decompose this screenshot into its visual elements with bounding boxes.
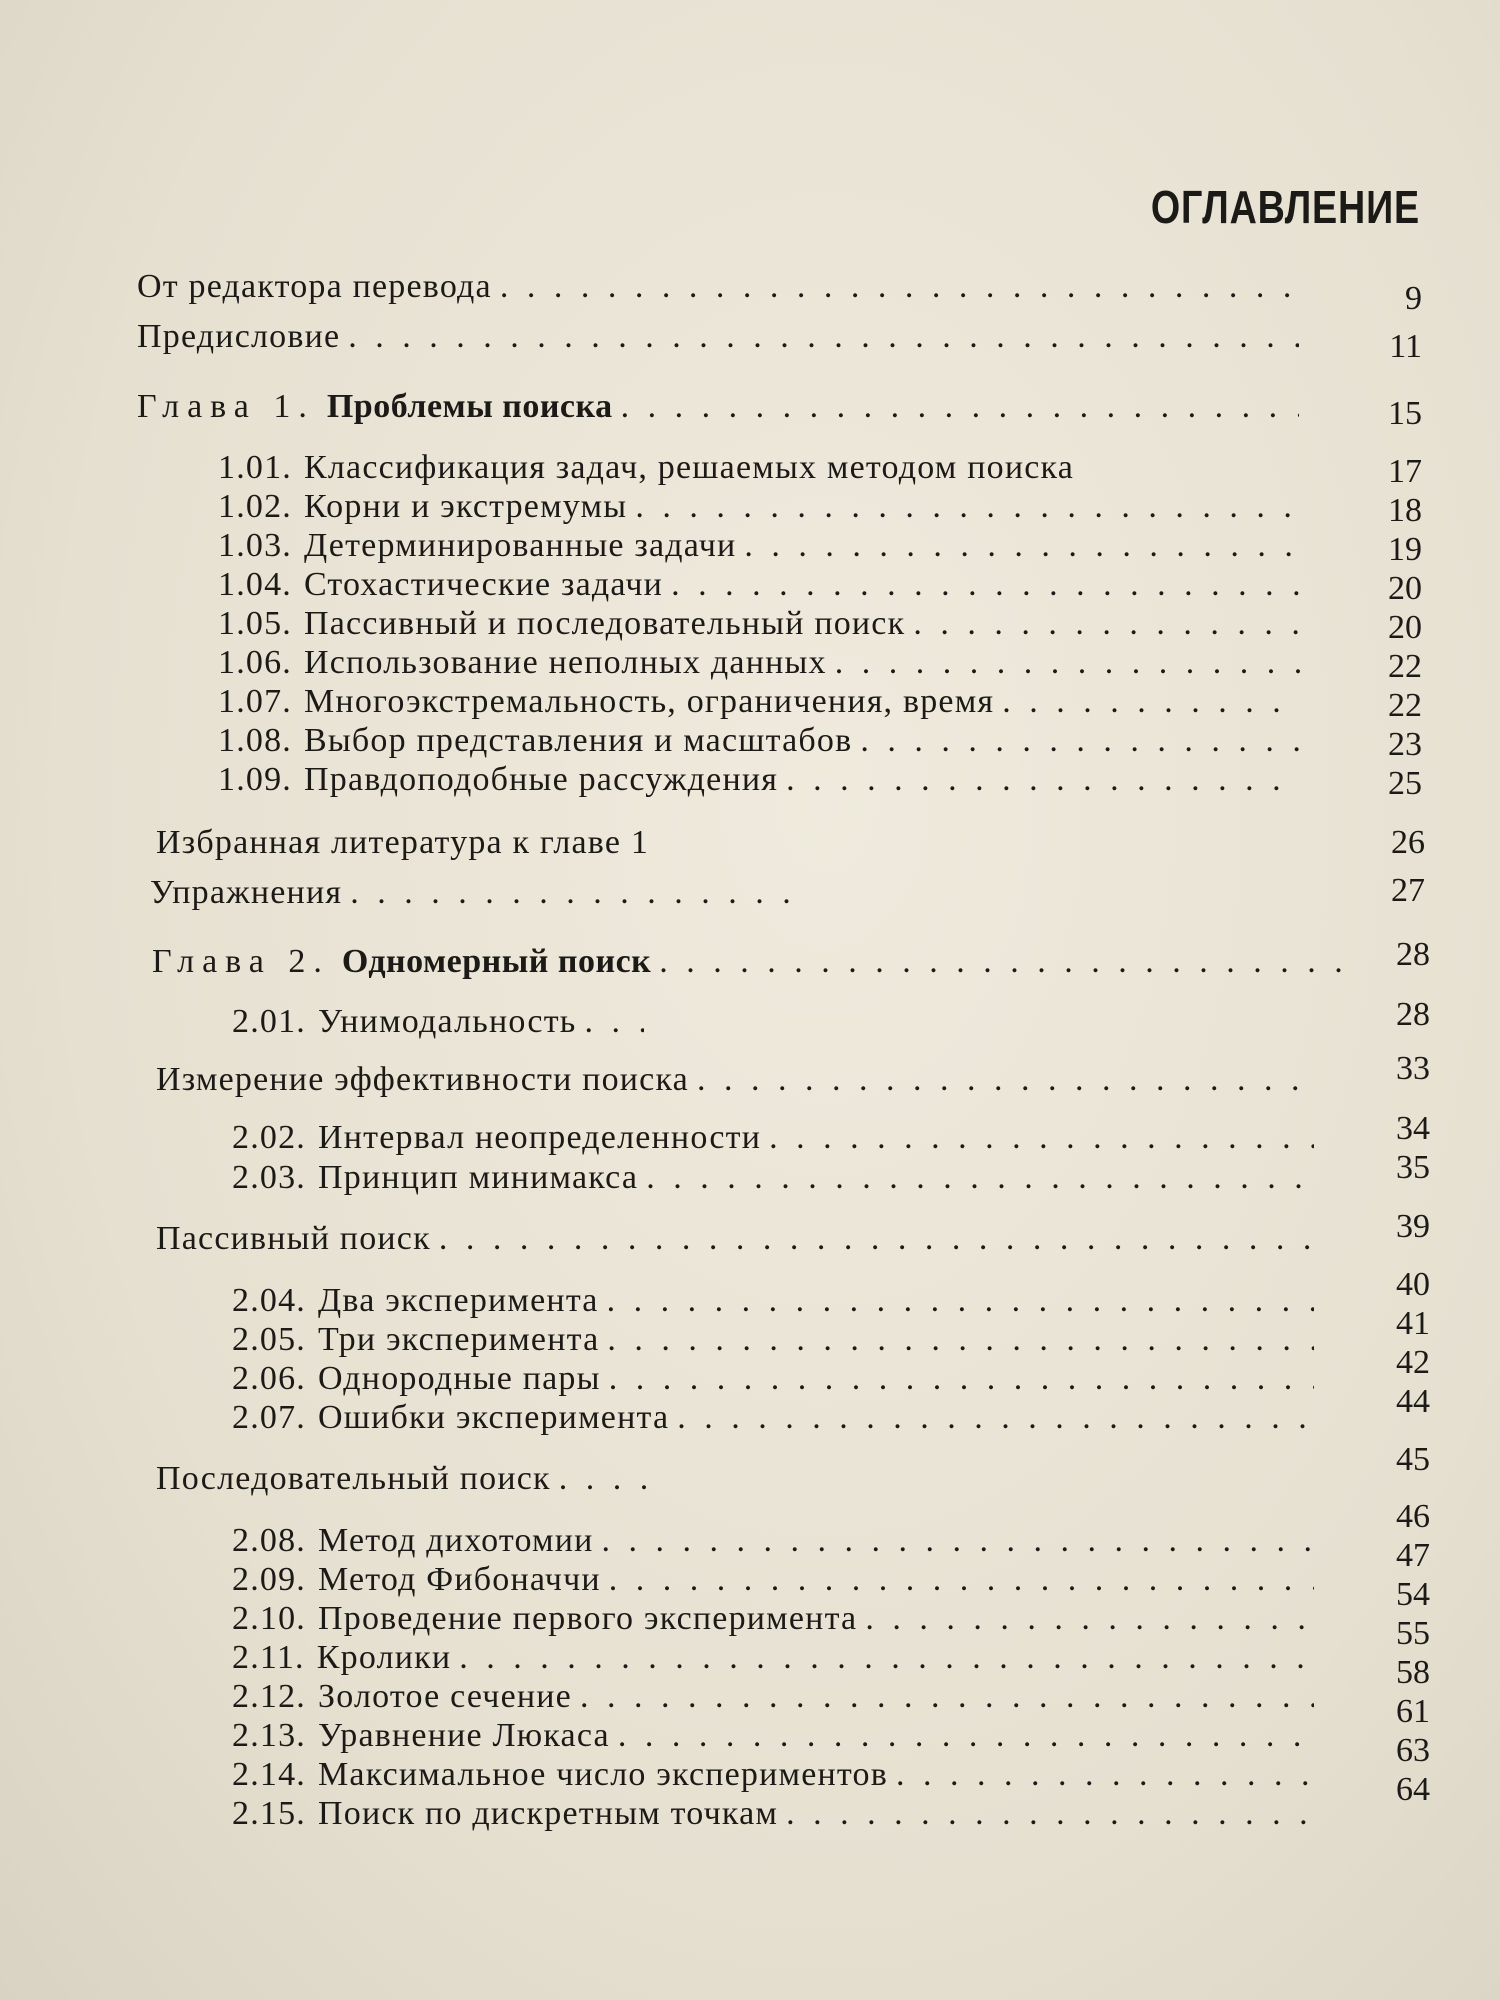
toc-page-number: 26 xyxy=(1391,824,1425,861)
toc-page-number: 40 xyxy=(1396,1266,1430,1303)
toc-section[interactable]: 1.01. Классификация задач, решаемых методом поиска xyxy=(218,449,1075,486)
toc-section[interactable]: 2.06. Однородные пары . . . xyxy=(232,1362,1322,1396)
toc-page-number: 45 xyxy=(1396,1441,1430,1478)
toc-page-number: 41 xyxy=(1396,1305,1430,1342)
toc-page-number: 20 xyxy=(1388,609,1422,646)
toc-section[interactable]: 2.15. Поиск по дискретным точкам . . . xyxy=(232,1797,1322,1831)
toc-page-number: 58 xyxy=(1396,1654,1430,1691)
toc-page-number: 63 xyxy=(1396,1732,1430,1769)
toc-section[interactable]: 2.09. Метод Фибоначчи . . . xyxy=(232,1563,1322,1597)
toc-section[interactable]: 2.07. Ошибки эксперимента . . . xyxy=(232,1401,1322,1435)
toc-page-number: 28 xyxy=(1396,996,1430,1033)
toc-section[interactable]: 2.08. Метод дихотомии . . . xyxy=(232,1524,1322,1558)
toc-section[interactable]: 2.12. Золотое сечение . . . xyxy=(232,1680,1322,1714)
toc-section[interactable]: 2.11. Кролики . . . xyxy=(232,1641,1322,1675)
toc-page-number: 27 xyxy=(1391,872,1425,909)
toc-page-number: 28 xyxy=(1396,936,1430,973)
toc-chapter-1[interactable]: Глава 1. Проблемы поиска . . . xyxy=(137,390,1307,424)
toc-page-number: 47 xyxy=(1396,1537,1430,1574)
toc-section[interactable]: 1.04. Стохастические задачи . . . xyxy=(218,568,1308,602)
toc-section[interactable]: 1.03. Детерминированные задачи . . . xyxy=(218,529,1308,563)
toc-page-number: 34 xyxy=(1396,1110,1430,1147)
toc-page-number: 23 xyxy=(1388,726,1422,763)
toc-page-number: 20 xyxy=(1388,570,1422,607)
toc-section[interactable]: 1.09. Правдоподобные рассуждения . . . xyxy=(218,763,1308,797)
toc-page-number: 42 xyxy=(1396,1344,1430,1381)
toc-page-number: 44 xyxy=(1396,1383,1430,1420)
toc-page-number: 22 xyxy=(1388,687,1422,724)
toc-section[interactable]: 1.02. Корни и экстремумы . . . xyxy=(218,490,1308,524)
toc-page-number: 54 xyxy=(1396,1576,1430,1613)
toc-entry-preface[interactable]: Предисловие . . . xyxy=(137,320,1307,354)
toc-section[interactable]: 1.07. Многоэкстремальность, ограничения, время . . . xyxy=(218,685,1308,719)
toc-page-number: 9 xyxy=(1405,280,1422,317)
toc-page-number: 55 xyxy=(1396,1615,1430,1652)
toc-section[interactable]: 1.08. Выбор представления и масштабов . . . xyxy=(218,724,1308,758)
toc-page-number: 35 xyxy=(1396,1149,1430,1186)
toc-page-number: 19 xyxy=(1388,531,1422,568)
toc-page-number: 22 xyxy=(1388,648,1422,685)
toc-page-number: 39 xyxy=(1396,1208,1430,1245)
toc-page-number: 25 xyxy=(1388,765,1422,802)
toc-section[interactable]: 1.05. Пассивный и последовательный поиск . . . xyxy=(218,607,1308,641)
toc-subheading-measure[interactable]: Измерение эффективности поиска . . . xyxy=(156,1063,1326,1097)
toc-entry-literature[interactable]: Избранная литература к главе 1 xyxy=(156,824,650,861)
toc-section[interactable]: 2.01. Унимодальность . . . xyxy=(232,1005,932,1039)
toc-section[interactable]: 2.04. Два эксперимента . . . xyxy=(232,1284,1322,1318)
toc-entry-exercises[interactable]: Упражнения . . . xyxy=(150,876,1310,910)
toc-page-number: 11 xyxy=(1389,328,1422,365)
toc-page-number: 15 xyxy=(1388,395,1422,432)
toc-section[interactable]: 2.05. Три эксперимента . . . xyxy=(232,1323,1322,1357)
toc-section[interactable]: 1.06. Использование неполных данных . . . xyxy=(218,646,1308,680)
toc-page-number: 18 xyxy=(1388,492,1422,529)
toc-entry-editor-note[interactable]: От редактора перевода . . . xyxy=(137,270,1307,304)
toc-subheading-passive[interactable]: Пассивный поиск . . . xyxy=(156,1222,1326,1256)
toc-subheading-sequential[interactable]: Последовательный поиск . . . xyxy=(156,1462,1326,1496)
toc-section[interactable]: 2.02. Интервал неопределенности . . . xyxy=(232,1121,1322,1155)
toc-page-number: 46 xyxy=(1396,1498,1430,1535)
toc-section[interactable]: 2.14. Максимальное число экспериментов . . . xyxy=(232,1758,1322,1792)
toc-section[interactable]: 2.13. Уравнение Люкаса . . . xyxy=(232,1719,1322,1753)
toc-page-number: 64 xyxy=(1396,1771,1430,1808)
toc-section[interactable]: 2.03. Принцип минимакса . . . xyxy=(232,1161,1322,1195)
toc-page-number: 61 xyxy=(1396,1693,1430,1730)
toc-section[interactable]: 2.10. Проведение первого эксперимента . . . xyxy=(232,1602,1322,1636)
toc-page-number: 17 xyxy=(1388,453,1422,490)
toc-chapter-2[interactable]: Глава 2. Одномерный поиск . . . xyxy=(152,945,1352,979)
toc-page-number: 33 xyxy=(1396,1050,1430,1087)
toc-heading: ОГЛАВЛЕНИЕ xyxy=(1150,181,1420,233)
